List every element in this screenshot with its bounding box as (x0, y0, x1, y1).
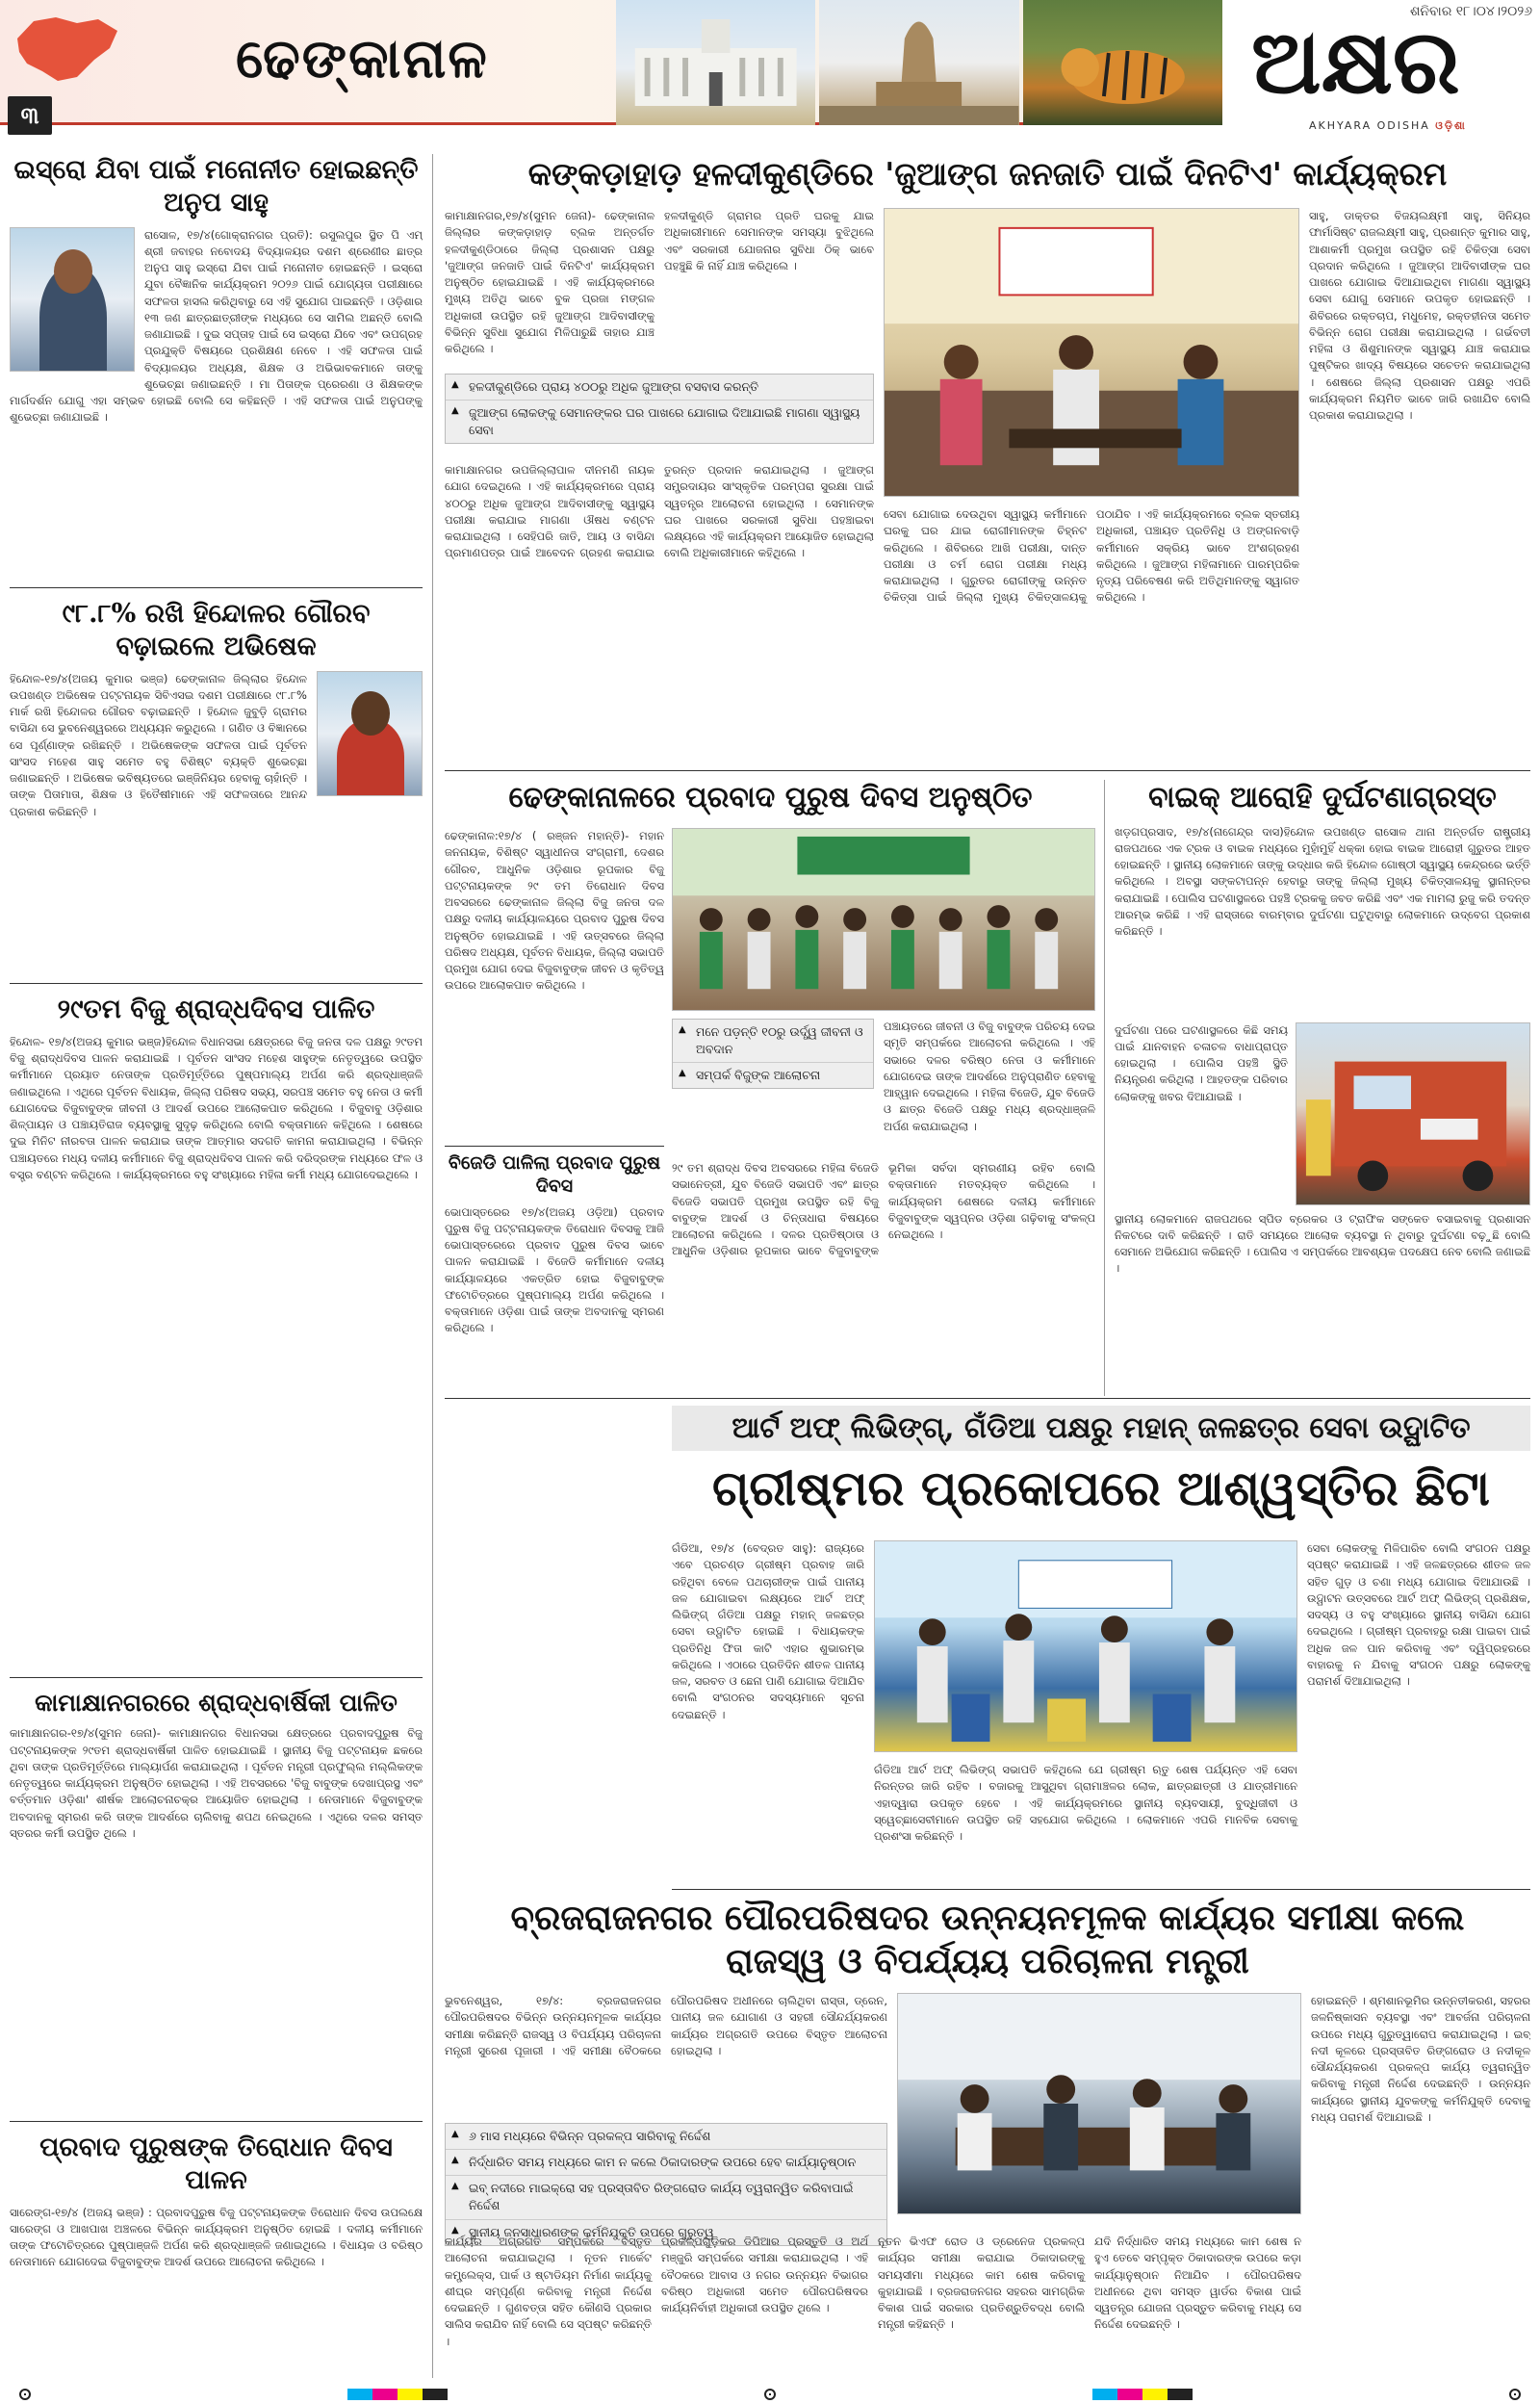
braj-body-e: ନୂତନ ଭିଏଫ ରୋଡ ଓ ଡ୍ରେନେଜ ପ୍ରକଳ୍ପ କାର୍ଯ୍ୟର ସମୀକ୍ଷା କରାଯାଇ ଠିକାଦାରଙ୍କୁ ସମୟସୀମା ମଧ୍ୟରେ କାମ ଶେଷ କରିବାକୁ କୁହାଯାଇଛି । ବ୍ରଜରାଜନଗର ସହରର ସାମଗ୍ରିକ ବିକାଶ ପାଇଁ ସରକାର ପ୍ରତିଶ୍ରୁତିବଦ୍ଧ ବୋଲି ମନ୍ତ୍ରୀ କହିଛନ୍ତି । (878, 2235, 1085, 2332)
braj-body-b: କାର୍ଯ୍ୟର ଅଗ୍ରଗତି ସମ୍ପର୍କରେ ବିସ୍ତୃତ ଆଲୋଚନା କରାଯାଇଥିଲା । ନୂତନ ମାର୍କେଟ କମ୍ପ୍ଲେକ୍ସ, ପାର୍କ ଓ ଷ୍ଟାଡିୟମ ନିର୍ମାଣ କାର୍ଯ୍ୟକୁ ଶୀଘ୍ର ସମ୍ପୂର୍ଣ୍ଣ କରିବାକୁ ମନ୍ତ୍ରୀ ନିର୍ଦ୍ଦେଶ ଦେଇଛନ୍ତି । ଗୁଣବତ୍ତା ସହିତ କୌଣସି ପ୍ରକାର ସାଲିସ କରାଯିବ ନାହିଁ ବୋଲି ସେ ସ୍ପଷ୍ଟ କରିଛନ୍ତି । (445, 2235, 652, 2348)
logo-sub-or: ଓଡ଼ିଶା (1435, 119, 1467, 132)
braj-bullet-3: ▲ ଇବ୍ ନଦୀରେ ମାଇକ୍ରୋ ସହ ପ୍ରସ୍ତାବିତ ରିଙ୍ଗରୋଡ କାର୍ଯ୍ୟ ତ୍ୱରାନ୍ୱିତ କରିବାପାଇଁ ନିର୍ଦ୍ଦେଶ (446, 2176, 886, 2219)
tirodhana-body: ସାରେଙ୍ଗ-୧୭/୪ (ଅଜୟ ଭଞ୍ଜ) : ପ୍ରବାଦପୁରୁଷ ବିଜୁ ପଟ୍ଟନାୟକଙ୍କ ତିରୋଧାନ ଦିବସ ଉପଲକ୍ଷେ ସାରେଙ୍ଗ ଓ ଆଖପାଖ ଅଞ୍ଚଳରେ ବିଭିନ୍ନ କାର୍ଯ୍ୟକ୍ରମ ଅନୁଷ୍ଠିତ ହୋଇଛି । ଦଳୀୟ କର୍ମୀମାନେ ତାଙ୍କ ଫଟୋଚିତ୍ରରେ ପୁଷ୍ପାଞ୍ଜଳି ଅର୍ପଣ କରି ଶ୍ରଦ୍ଧାଞ୍ଜଳି ଜଣାଇଥିଲେ । ବିଧାୟକ ଓ ବରିଷ୍ଠ ନେତାମାନେ ଯୋଗଦେଇ ବିଜୁବାବୁଙ୍କ ଆଦର୍ଶ ଉପରେ ଆଲୋଚନା କରିଥିଲେ । (10, 2205, 423, 2269)
water-body-a: ଗଁଡିଆ, ୧୭/୪ (ବେଦ୍ରତ ସାହୁ): ରାଜ୍ୟରେ ଏବେ ପ୍ରଚଣ୍ଡ ଗ୍ରୀଷ୍ମ ପ୍ରବାହ ଜାରି ରହିଥିବା ବେଳେ ପଥଚାରୀଙ୍କ ପାଇଁ ପାନୀୟ ଜଳ ଯୋଗାଇବା ଲକ୍ଷ୍ୟରେ ଆର୍ଟ ଅଫ୍ ଲିଭିଙ୍ଗ୍ ଗଁଡିଆ ପକ୍ଷରୁ ମହାନ୍ ଜଳଛତ୍ର ସେବା ଉଦ୍ଘାଟିତ ହୋଇଛି । ବିଧାୟକଙ୍କ ପ୍ରତିନିଧି ଫିତା କାଟି ଏହାର ଶୁଭାରମ୍ଭ କରିଥିଲେ । ଏଠାରେ ପ୍ରତିଦିନ ଶୀତଳ ପାନୀୟ ଜଳ, ସରବତ ଓ ଛେନା ପାଣି ଯୋଗାଇ ଦିଆଯିବ ବୋଲି ସଂଗଠନର ସଦସ୍ୟମାନେ ସୂଚନା ଦେଇଛନ୍ତି । (672, 1541, 864, 1721)
headline-pravad-purusha: ଢେଙ୍କାନାଳରେ ପ୍ରବାଦ ପୁରୁଷ ଦିବସ ଅନୁଷ୍ଠିତ (508, 781, 1033, 814)
divider (672, 1889, 1530, 1890)
color-swatches (347, 2389, 448, 2400)
headline-brajarajnagar: ବ୍ରଜରାଜନଗର ପୌରପରିଷଦର ଉନ୍ନୟନମୂଳକ କାର୍ଯ୍ୟର ସମୀକ୍ଷା କଲେ ରାଜସ୍ୱ ଓ ବିପର୍ଯ୍ୟୟ ପରିଚାଳନା ମନ୍ତ୍ରୀ (510, 1898, 1465, 1981)
assembly-building-photo (616, 0, 815, 125)
anup-sahu-photo (10, 227, 135, 372)
pravad-purusha-event-photo (672, 828, 1095, 1011)
braj-body-a: ଭୁବନେଶ୍ୱର, ୧୭/୪: ବ୍ରଜରାଜନଗର ପୌରପରିଷଦର ବିଭିନ୍ନ ଉନ୍ନୟନମୂଳକ କାର୍ଯ୍ୟର ସମୀକ୍ଷା କରିଛନ୍ତି ରାଜସ୍ୱ ଓ ବିପର୍ଯ୍ୟୟ ପରିଚାଳନା ମନ୍ତ୍ରୀ ସୁରେଶ ପୂଜାରୀ । ଏହି ସମୀକ୍ଷା ବୈଠକରେ ପୌରପରିଷଦ ଅଧୀନରେ ଚାଲିଥିବା ରାସ୍ତା, ଡ୍ରେନ, ପାନୀୟ ଜଳ ଯୋଗାଣ ଓ ସହରୀ ସୌନ୍ଦର୍ଯ୍ୟକରଣ କାର୍ଯ୍ୟର ଅଗ୍ରଗତି ଉପରେ ବିସ୍ତୃତ ଆଲୋଚନା ହୋଇଥିଲା । (445, 1994, 887, 2057)
water-body-b: ଗଁଡିଆ ଆର୍ଟ ଅଫ୍ ଲିଭିଙ୍ଗ୍ ସଭାପତି କହିଥିଲେ ଯେ ଗ୍ରୀଷ୍ମ ଋତୁ ଶେଷ ପର୍ଯ୍ୟନ୍ତ ଏହି ସେବା ନିରନ୍ତର ଜାରି ରହିବ । ବଜାରକୁ ଆସୁଥିବା ଗ୍ରାମାଞ୍ଚଳର ଲୋକ, ଛାତ୍ରଛାତ୍ରୀ ଓ ଯାତ୍ରୀମାନେ ଏହାଦ୍ୱାରା ଉପକୃତ ହେବେ । ଏହି କାର୍ଯ୍ୟକ୍ରମରେ ସ୍ଥାନୀୟ ବ୍ୟବସାୟୀ, ବୁଦ୍ଧିଜୀବୀ ଓ ସ୍ୱେଚ୍ଛାସେବୀମାନେ ଉପସ୍ଥିତ ରହି ସହଯୋଗ କରିଥିଲେ । ଲୋକମାନେ ଏପରି ମାନବିକ ସେବାକୁ ପ୍ରଶଂସା କରିଛନ୍ତି । (874, 1763, 1297, 1843)
headline-abhishek: ୯୮.୮% ରଖି ହିନ୍ଦୋଳର ଗୌରବ ବଢ଼ାଇଲେ ଅଭିଷେକ (62, 599, 371, 661)
accident-body-a: ଖଡ଼ଗପ୍ରସାଦ, ୧୭/୪(ନାଗେନ୍ଦ୍ର ଦାସ)ହିନ୍ଦୋଳ ଉପଖଣ୍ଡ ରାସୋଳ ଥାନା ଅନ୍ତର୍ଗତ ରାଷ୍ଟ୍ରୀୟ ରାଜପଥରେ ଏକ ଟ୍ରକ ଓ ବାଇକ ମଧ୍ୟରେ ମୁହାଁମୁହିଁ ଧକ୍କା ହୋଇ ବାଇକ ଆରୋହୀ ଗୁରୁତର ଆହତ ହୋଇଛନ୍ତି । ସ୍ଥାନୀୟ ଲୋକମାନେ ତାଙ୍କୁ ଉଦ୍ଧାର କରି ହିନ୍ଦୋଳ ଗୋଷ୍ଠୀ ସ୍ୱାସ୍ଥ୍ୟ କେନ୍ଦ୍ରରେ ଭର୍ତ୍ତି କରିଥିଲେ । ଅବସ୍ଥା ସଙ୍କଟାପନ୍ନ ହେବାରୁ ତାଙ୍କୁ ଜିଲ୍ଲା ମୁଖ୍ୟ ଚିକିତ୍ସାଳୟକୁ ସ୍ଥାନାନ୍ତର କରାଯାଇଛି । ପୋଲିସ ଘଟଣାସ୍ଥଳରେ ପହଞ୍ଚି ଟ୍ରକକୁ ଜବତ କରିଛି ଏବଂ ଏକ ମାମଲା ରୁଜୁ କରି ତଦନ୍ତ ଆରମ୍ଭ କରିଛି । ଏହି ରାସ୍ତାରେ ବାରମ୍ବାର ଦୁର୍ଘଟଣା ଘଟୁଥିବାରୁ ଲୋକମାନେ ଉଦ୍‌ବେଗ ପ୍ରକାଶ କରିଛନ୍ତି । (1115, 824, 1530, 938)
accident-body-b: ଦୁର୍ଘଟଣା ପରେ ଘଟଣାସ୍ଥଳରେ କିଛି ସମୟ ପାଇଁ ଯାନବାହନ ଚଳାଚଳ ବାଧାପ୍ରାପ୍ତ ହୋଇଥିଲା । ପୋଲିସ ପହଞ୍ଚି ସ୍ଥିତି ନିୟନ୍ତ୍ରଣ କରିଥିଲା । ଆହତଙ୍କ ପରିବାର ଲୋକଙ୍କୁ ଖବର ଦିଆଯାଇଛି । (1115, 1022, 1288, 1103)
story-bike-accident (1115, 780, 1530, 1396)
registration-mark-icon (19, 2389, 31, 2400)
story-biju-shraddha (10, 994, 423, 1667)
divider (445, 770, 1530, 771)
divider (10, 983, 423, 984)
page-number: ୩ (8, 96, 52, 135)
temple-photo (819, 0, 1018, 125)
logo-text: ଅକ୍ଷର (1251, 10, 1460, 114)
left-column (10, 154, 433, 2378)
district-title: ଢେଙ୍କାନାଳ (236, 27, 489, 90)
braj-bullet-4: ▲ ସ୍ଥାନୀୟ ଜନସାଧାରଣଙ୍କ କର୍ମନିଯୁକ୍ତି ଉପରେ ଗୁରୁତ୍ୱ (446, 2220, 886, 2245)
masthead-banner (0, 0, 1222, 125)
story-brajarajnagar (445, 1897, 1530, 2378)
minister-review-meeting-photo (897, 1993, 1301, 2214)
headline-kamakhyanagar: କାମାକ୍ଷାନଗରରେ ଶ୍ରାଦ୍ଧବାର୍ଷିକୀ ପାଳିତ (35, 1689, 398, 1717)
story-kamakhyanagar (10, 1688, 423, 2111)
pravad-body-a: ଢେଙ୍କାନାଳ:୧୭/୪ ( ରଞ୍ଜନ ମହାନ୍ତି)- ମହାନ ଜନନାୟକ, ବିଶିଷ୍ଟ ସ୍ୱାଧୀନତା ସଂଗ୍ରାମୀ, ଦେଶର ଗୌରବ, ଆଧୁନିକ ଓଡ଼ିଶାର ରୂପକାର ବିଜୁ ପଟ୍ଟନାୟକଙ୍କ ୨୯ ତମ ତିରୋଧାନ ଦିବସ ଅବସରରେ ଢେଙ୍କାନାଳ ଜିଲ୍ଲା ବିଜୁ ଜନତା ଦଳ ପକ୍ଷରୁ ଦଳୀୟ କାର୍ଯ୍ୟାଳୟରେ ପ୍ରବାଦ ପୁରୁଷ ଦିବସ ଅନୁଷ୍ଠିତ ହୋଇଯାଇଛି । ଏହି ଉତ୍ସବରେ ଜିଲ୍ଲା ପରିଷଦ ଅଧ୍ୟକ୍ଷ, ପୂର୍ବତନ ବିଧାୟକ, ଜିଲ୍ଲା ସଭାପତି ପ୍ରମୁଖ ଯୋଗ ଦେଇ ବିଜୁବାବୁଙ୍କ ଜୀବନ ଓ କୃତିତ୍ୱ ଉପରେ ଆଲୋକପାତ କରିଥିଲେ । (445, 829, 664, 993)
newspaper-logo (1232, 0, 1540, 144)
pravad-bullet-1: ▲ ମନେ ପଡ଼ନ୍ତି ୧୦ରୁ ଉର୍ଦ୍ଧ୍ୱ ଜୀବନୀ ଓ ଅବଦାନ (673, 1020, 873, 1063)
pravad-body-c: ୨୯ ତମ ଶ୍ରାଦ୍ଧ ଦିବସ ଅବସରରେ ମହିଳା ବିଜେଡି ସଭାନେତ୍ରୀ, ଯୁବ ବିଜେଡି ସଭାପତି ଏବଂ ଛାତ୍ର ବିଜେଡି ସଭାପତି ପ୍ରମୁଖ ଉପସ୍ଥିତ ରହି ବିଜୁ ବାବୁଙ୍କ ଆଦର୍ଶ ଓ ଚିନ୍ତାଧାରା ବିଷୟରେ ଆଲୋଚନା କରିଥିଲେ । ଦଳର ପ୍ରତିଷ୍ଠାତା ଓ ଆଧୁନିକ ଓଡ଼ିଶାର ରୂପକାର ଭାବେ ବିଜୁବାବୁଙ୍କ ଭୂମିକା ସର୍ବଦା ସ୍ମରଣୀୟ ରହିବ ବୋଲି ବକ୍ତାମାନେ ମତବ୍ୟକ୍ତ କରିଥିଲେ । କାର୍ଯ୍ୟକ୍ରମ ଶେଷରେ ଦଳୀୟ କର୍ମୀମାନେ ବିଜୁବାବୁଙ୍କ ସ୍ୱପ୍ନର ଓଡ଼ିଶା ଗଢ଼ିବାକୁ ସଂକଳ୍ପ ନେଇଥିଲେ । (672, 1161, 1095, 1258)
juang-body-d: ସେବା ଯୋଗାଇ ଦେଉଥିବା ସ୍ୱାସ୍ଥ୍ୟ କର୍ମୀମାନେ ଘରକୁ ଘର ଯାଇ ରୋଗୀମାନଙ୍କ ଚିହ୍ନଟ କରିଥିଲେ । ଶିବିରରେ ଆଖି ପରୀକ୍ଷା, ଦାନ୍ତ ପରୀକ୍ଷା ଓ ଚର୍ମ ରୋଗ ପରୀକ୍ଷା ମଧ୍ୟ କରାଯାଇଥିଲା । ଗୁରୁତର ରୋଗୀଙ୍କୁ ଉନ୍ନତ ଚିକିତ୍ସା ପାଇଁ ଜିଲ୍ଲା ମୁଖ୍ୟ ଚିକିତ୍ସାଳୟକୁ ପଠାଯିବ । ଏହି କାର୍ଯ୍ୟକ୍ରମରେ ବ୍ଲକ ସ୍ତରୀୟ ଅଧିକାରୀ, ପଞ୍ଚାୟତ ପ୍ରତିନିଧି ଓ ଅଙ୍ଗନବାଡ଼ି କର୍ମୀମାନେ ସକ୍ରିୟ ଭାବେ ଅଂଶଗ୍ରହଣ କରିଥିଲେ । ଜୁଆଙ୍ଗ ମହିଳାମାନେ ପାରମ୍ପରିକ ନୃତ୍ୟ ପରିବେଷଣ କରି ଅତିଥିମାନଙ୍କୁ ସ୍ୱାଗତ କରିଥିଲେ । (884, 507, 1299, 605)
water-service-photo (874, 1540, 1297, 1752)
braj-body-f: ଯଦି ନିର୍ଦ୍ଧାରିତ ସମୟ ମଧ୍ୟରେ କାମ ଶେଷ ନ ହୁଏ ତେବେ ସମ୍ପୃକ୍ତ ଠିକାଦାରଙ୍କ ଉପରେ କଡ଼ା କାର୍ଯ୍ୟାନୁଷ୍ଠାନ ନିଆଯିବ । ପୌରପରିଷଦ ଅଧୀନରେ ଥିବା ସମସ୍ତ ୱାର୍ଡର ବିକାଶ ପାଇଁ ସ୍ୱତନ୍ତ୍ର ଯୋଜନା ପ୍ରସ୍ତୁତ କରିବାକୁ ମଧ୍ୟ ସେ ନିର୍ଦ୍ଦେଶ ଦେଇଛନ୍ତି । (1094, 2235, 1301, 2332)
story-tirodhana (10, 2132, 423, 2391)
story-juang (445, 154, 1530, 770)
isro-body: ରାସୋଳ, ୧୭/୪(ଗୋକ୍ରାନଗର ପ୍ରତି): ରସୁଲପୁର ସ୍ଥିତ ପି ଏମ୍ ଶ୍ରୀ ଜବାହର ନବୋଦୟ ବିଦ୍ୟାଳୟର ଦଶମ ଶ୍ରେଣୀର ଛାତ୍ର ଅନୁପ ସାହୁ ଇସ୍ରୋ ଯିବା ପାଇଁ ମନୋନୀତ ହୋଇଛନ୍ତି । ଇସ୍ରୋ ଯୁବା ବୈଜ୍ଞାନିକ କାର୍ଯ୍ୟକ୍ରମ ୨୦୨୬ ପାଇଁ ଯୋଗ୍ୟତା ପରୀକ୍ଷାରେ ସଫଳତା ହାସଲ କରିଥିବାରୁ ସେ ଏହି ସୁଯୋଗ ପାଇଛନ୍ତି । ଓଡ଼ିଶାର ୧୩ ଜଣ ଛାତ୍ରଛାତ୍ରୀଙ୍କ ମଧ୍ୟରେ ସେ ସାମିଲ ଅଛନ୍ତି ବୋଲି ଜଣାଯାଇଛି । ଦୁଇ ସପ୍ତାହ ପାଇଁ ସେ ଇସ୍ରୋ ଯିବେ ଏବଂ ଉପଗ୍ରହ ପ୍ରଯୁକ୍ତି ବିଷୟରେ ପ୍ରଶିକ୍ଷଣ ନେବେ । ଏହି ସଫଳତା ପାଇଁ ବିଦ୍ୟାଳୟର ଅଧ୍ୟକ୍ଷ, ଶିକ୍ଷକ ଓ ଅଭିଭାବକମାନେ ତାଙ୍କୁ ଶୁଭେଚ୍ଛା ଜଣାଇଛନ୍ତି । ମା ପିତାଙ୍କ ପ୍ରେରଣା ଓ ଶିକ୍ଷକଙ୍କ ମାର୍ଗଦର୍ଶନ ଯୋଗୁ ଏହା ସମ୍ଭବ ହୋଇଛି ବୋଲି ସେ କହିଛନ୍ତି । ଏହି ସଫଳତା ପାଇଁ ଅନୁପଙ୍କୁ ଶୁଭେଚ୍ଛା ଜଣାଯାଇଛି । (10, 227, 423, 425)
logo-subtitle (1309, 119, 1467, 133)
headline-bike-accident: ବାଇକ୍ ଆରୋହି ଦୁର୍ଘଟଣାଗ୍ରସ୍ତ (1148, 781, 1497, 814)
main-area (445, 154, 1530, 2378)
accident-body-c: ସ୍ଥାନୀୟ ଲୋକମାନେ ରାଜପଥରେ ସ୍ପିଡ ବ୍ରେକର ଓ ଟ୍ରାଫିକ ସଙ୍କେତ ବସାଇବାକୁ ପ୍ରଶାସନ ନିକଟରେ ଦାବି କରିଛନ୍ତି । ରାତି ସମୟରେ ଆଲୋକ ବ୍ୟବସ୍ଥା ନ ଥିବାରୁ ଦୁର୍ଘଟଣା ବଢ଼ୁଛି ବୋଲି ସେମାନେ ଅଭିଯୋଗ କରିଛନ୍ତି । ପୋଲିସ ଏ ସମ୍ପର୍କରେ ଆବଶ୍ୟକ ପଦକ୍ଷେପ ନେବ ବୋଲି ଜଣାଇଛି । (1115, 1211, 1530, 1276)
headline-biju-shraddha: ୨୯ତମ ବିଜୁ ଶ୍ରାଦ୍ଧଦିବସ ପାଳିତ (57, 995, 375, 1024)
juang-body-a: କାମାକ୍ଷାନଗର,୧୭/୪(ସୁମନ ଜେନା)- ଢେଙ୍କାନାଳ ଜିଲ୍ଲାର କଙ୍କଡ଼ାହାଡ଼ ବ୍ଲକ ଅନ୍ତର୍ଗତ ହଳଦୀକୁଣ୍ଡିଠାରେ ଜିଲ୍ଲା ପ୍ରଶାସନ ପକ୍ଷରୁ 'ଜୁଆଙ୍ଗ ଜନଜାତି ପାଇଁ ଦିନଟିଏ' କାର୍ଯ୍ୟକ୍ରମ ଅନୁଷ୍ଠିତ ହୋଇଯାଇଛି । ଏହି କାର୍ଯ୍ୟକ୍ରମରେ ମୁଖ୍ୟ ଅତିଥି ଭାବେ ବୁକ ପ୍ରଜା ମଙ୍ଗଳ ଅଧିକାରୀ ଉପସ୍ଥିତ ରହି ଜୁଆଙ୍ଗ ଆଦିବାସୀଙ୍କୁ ବିଭିନ୍ନ ସୁବିଧା ସୁଯୋଗ ମିଳିପାରୁଛି ତାହାର ଯାଞ୍ଚ କରିଥିଲେ । (445, 209, 654, 355)
headline-water: ଗ୍ରୀଷ୍ମର ପ୍ରକୋପରେ ଆଶ୍ୱସ୍ତିର ଛିଟା (712, 1460, 1490, 1516)
story-pravad-purusha (445, 780, 1105, 1396)
bjd-pravad-body: ଭୋପାସ୍ତରେର ୧୭/୪(ଅଜୟ ଓଡ଼ିଆ) ପ୍ରବାଦ ପୁରୁଷ ବିଜୁ ପଟ୍ଟନାୟକଙ୍କ ତିରୋଧାନ ଦିବସକୁ ଆଜି ଭୋପାସ୍ତରେରେ ପ୍ରବାଦ ପୁରୁଷ ଦିବସ ଭାବେ ପାଳନ କରାଯାଇଛି । ବିଜେଡି କର୍ମୀମାନେ ଦଳୀୟ କାର୍ଯ୍ୟାଳୟରେ ଏକତ୍ରିତ ହୋଇ ବିଜୁବାବୁଙ୍କ ଫଟୋଚିତ୍ରରେ ପୁଷ୍ପମାଲ୍ୟ ଅର୍ପଣ କରିଥିଲେ । ବକ୍ତାମାନେ ଓଡ଼ିଶା ପାଇଁ ତାଙ୍କ ଅବଦାନକୁ ସ୍ମରଣ କରିଥିଲେ । (445, 1204, 664, 1335)
pravad-bullets (672, 1019, 874, 1089)
accident-truck-photo (1296, 1022, 1530, 1205)
water-kicker: ଆର୍ଟ ଅଫ୍ ଲିଭିଙ୍ଗ୍, ଗଁଡିଆ ପକ୍ଷରୁ ମହାନ୍ ଜଳଛତ୍ର ସେବା ଉଦ୍ଘାଟିତ (672, 1406, 1530, 1451)
juang-body-b: କାମାକ୍ଷାନଗର ଉପଜିଲ୍ଲାପାଳ ଦୀନମଣି ନାୟକ ଯୋଗ ଦେଇଥିଲେ । ଏହି କାର୍ଯ୍ୟକ୍ରମରେ ପ୍ରାୟ ୪୦୦ରୁ ଅଧିକ ଜୁଆଙ୍ଗ ଆଦିବାସୀଙ୍କୁ ସ୍ୱାସ୍ଥ୍ୟ ପରୀକ୍ଷା କରାଯାଇ ମାଗଣା ଔଷଧ ବଣ୍ଟନ କରାଯାଇଥିଲା । ସେହିପରି ଜାତି, ଆୟ ଓ ବାସିନ୍ଦା ପ୍ରମାଣପତ୍ର ପାଇଁ ଆବେଦନ ଗ୍ରହଣ କରାଯାଇ ତୁରନ୍ତ ପ୍ରଦାନ କରାଯାଇଥିଲା । ଜୁଆଙ୍ଗ ସମ୍ପ୍ରଦାୟର ସାଂସ୍କୃତିକ ପରମ୍ପରା ସୁରକ୍ଷା ପାଇଁ ସ୍ୱତନ୍ତ୍ର ଆଲୋଚନା ହୋଇଥିଲା । ସେମାନଙ୍କ ଘର ପାଖରେ ସରକାରୀ ସୁବିଧା ପହଞ୍ଚାଇବା ଲକ୍ଷ୍ୟରେ ଏହି କାର୍ଯ୍ୟକ୍ରମ ଆୟୋଜିତ ହୋଇଥିଲା ବୋଲି ଅଧିକାରୀମାନେ କହିଥିଲେ । (445, 463, 874, 560)
juang-body-c: ସାହୁ, ଡାକ୍ତର ବିଜୟଲକ୍ଷ୍ମୀ ସାହୁ, ସିନିୟର ଫାର୍ମାସିଷ୍ଟ ରାଜଲକ୍ଷ୍ମୀ ସାହୁ, ପ୍ରଶାନ୍ତ କୁମାର ସାହୁ, ଆଶାକର୍ମୀ ପ୍ରମୁଖ ଉପସ୍ଥିତ ରହି ଚିକିତ୍ସା ସେବା ପ୍ରଦାନ କରିଥିଲେ । ଜୁଆଙ୍ଗ ଆଦିବାସୀଙ୍କ ଘର ପାଖରେ ଯୋଗାଇ ଦିଆଯାଇଥିବା ମାଗଣା ସ୍ୱାସ୍ଥ୍ୟ ସେବା ଯୋଗୁ ସେମାନେ ଉପକୃତ ହୋଇଛନ୍ତି । ଶିବିରରେ ରକ୍ତଚାପ, ମଧୁମେହ, ରକ୍ତହୀନତା ସମେତ ବିଭିନ୍ନ ରୋଗ ପରୀକ୍ଷା କରାଯାଇଥିଲା । ଗର୍ଭବତୀ ମହିଳା ଓ ଶିଶୁମାନଙ୍କ ସ୍ୱାସ୍ଥ୍ୟ ଯାଞ୍ଚ କରାଯାଇ ପୁଷ୍ଟିକର ଖାଦ୍ୟ ବିଷୟରେ ସଚେତନ କରାଯାଇଥିଲା । ଶେଷରେ ଜିଲ୍ଲା ପ୍ରଶାସନ ପକ୍ଷରୁ ଏପରି କାର୍ଯ୍ୟକ୍ରମ ନିୟମିତ ଭାବେ ଜାରି ରଖାଯିବ ବୋଲି ପ୍ରକାଶ କରାଯାଇଥିଲା । (1309, 209, 1530, 422)
juang-bullets (445, 374, 874, 444)
kamakhyanagar-body: କାମାକ୍ଷାନଗର-୧୭/୪(ସୁମନ ଜେନା)- କାମାକ୍ଷାନଗର ବିଧାନସଭା କ୍ଷେତ୍ରରେ ପ୍ରବାଦପୁରୁଷ ବିଜୁ ପଟ୍ଟନାୟକଙ୍କ ୨୯ତମ ଶ୍ରାଦ୍ଧବାର୍ଷିକୀ ପାଳିତ ହୋଇଯାଇଛି । ସ୍ଥାନୀୟ ବିଜୁ ପଟ୍ଟନାୟକ ଛକରେ ଥିବା ତାଙ୍କ ପ୍ରତିମୂର୍ତ୍ତିରେ ମାଲ୍ୟାର୍ପଣ କରାଯାଇଥିଲା । ପୂର୍ବତନ ମନ୍ତ୍ରୀ ପ୍ରଫୁଲ୍ଲ ମଲ୍ଲିକଙ୍କ ନେତୃତ୍ୱରେ କାର୍ଯ୍ୟକ୍ରମ ଅନୁଷ୍ଠିତ ହୋଇଥିଲା । ଏହି ଅବସରରେ 'ବିଜୁ ବାବୁଙ୍କ ଦେଖାପ୍ରସ୍ଥ ଏବଂ ବର୍ତ୍ତମାନ ଓଡ଼ିଶା' ଶୀର୍ଷକ ଆଲୋଚନାଚକ୍ର ଆୟୋଜିତ ହୋଇଥିଲା । ନେତାମାନେ ବିଜୁବାବୁଙ୍କ ଅବଦାନକୁ ସ୍ମରଣ କରି ତାଙ୍କ ଆଦର୍ଶରେ ଚାଲିବାକୁ ଶପଥ ନେଇଥିଲେ । ଏଥିରେ ଦଳର ସମସ୍ତ ସ୍ତରର କର୍ମୀ ଉପସ୍ଥିତ ଥିଲେ । (10, 1726, 423, 1840)
headline-isro: ଇସ୍ରୋ ଯିବା ପାଇଁ ମନୋନୀତ ହୋଇଛନ୍ତି ଅନୁପ ସାହୁ (13, 155, 419, 218)
braj-bullet-1: ▲ ୬ ମାସ ମଧ୍ୟରେ ବିଭିନ୍ନ ପ୍ରକଳ୍ପ ସାରିବାକୁ ନିର୍ଦ୍ଦେଶ (446, 2124, 886, 2150)
tiger-photo (1023, 0, 1222, 125)
juang-bullet-2: ▲ ଜୁଆଙ୍ଗ ଲୋକଙ୍କୁ ସେମାନଙ୍କର ଘର ପାଖରେ ଯୋଗାଇ ଦିଆଯାଇଛି ମାଗଣା ସ୍ୱାସ୍ଥ୍ୟ ସେବା (446, 401, 873, 443)
braj-body-c: ପ୍ରକଳ୍ପଗୁଡ଼ିକର ଡିପିଆର ପ୍ରସ୍ତୁତି ଓ ଅର୍ଥ ମଞ୍ଜୁରି ସମ୍ପର୍କରେ ସମୀକ୍ଷା କରାଯାଇଥିଲା । ଏହି ବୈଠକରେ ଆବାସ ଓ ନଗର ଉନ୍ନୟନ ବିଭାଗର ବରିଷ୍ଠ ଅଧିକାରୀ ସମେତ ପୌରପରିଷଦର କାର୍ଯ୍ୟନିର୍ବାହୀ ଅଧିକାରୀ ଉପସ୍ଥିତ ଥିଲେ । (661, 2235, 868, 2314)
abhishek-body: ହିନ୍ଦୋଳ-୧୭/୪(ଅଜୟ କୁମାର ଭଞ୍ଜ) ଢେଙ୍କାନାଳ ଜିଲ୍ଲାର ହିନ୍ଦୋଳ ଉପଖଣ୍ଡ ଅଭିଷେକ ପଟ୍ଟନାୟକ ସିବିଏସଇ ଦଶମ ପରୀକ୍ଷାରେ ୯୮.୮% ମାର୍କ ରଖି ହିନ୍ଦୋଳର ଗୌରବ ବଢ଼ାଇଛନ୍ତି । ହିନ୍ଦୋଳ ଜୁବୁଡ଼ି ଗ୍ରାମର ବାସିନ୍ଦା ସେ ଭୁବନେଶ୍ୱରରେ ଅଧ୍ୟୟନ କରୁଥିଲେ । ଗଣିତ ଓ ବିଜ୍ଞାନରେ ସେ ପୂର୍ଣ୍ଣାଙ୍କ ରଖିଛନ୍ତି । ଅଭିଷେକଙ୍କ ସଫଳତା ପାଇଁ ପୂର୍ବତନ ସାଂସଦ ମହେଶ ସାହୁ ସମେତ ବହୁ ବିଶିଷ୍ଟ ବ୍ୟକ୍ତି ଶୁଭେଚ୍ଛା ଜଣାଇଛନ୍ତି । ଅଭିଷେକ ଭବିଷ୍ୟତରେ ଇଞ୍ଜିନିୟର ହେବାକୁ ଚାହାଁନ୍ତି । ତାଙ୍କ ପିତାମାତା, ଶିକ୍ଷକ ଓ ହିତୈଷୀମାନେ ଏହି ସଫଳତାରେ ଆନନ୍ଦ ପ୍ରକାଶ କରିଛନ୍ତି । (10, 671, 307, 818)
headline-juang: କଙ୍କଡ଼ାହାଡ଼ ହଳଦୀକୁଣ୍ଡିରେ 'ଜୁଆଙ୍ଗ ଜନଜାତି ପାଇଁ ଦିନଟିଏ' କାର୍ଯ୍ୟକ୍ରମ (527, 155, 1448, 193)
registration-mark-icon (764, 2389, 776, 2400)
braj-body-d: ହୋଇଛନ୍ତି । ଶ୍ମଶାନଭୂମିର ଉନ୍ନତୀକରଣ, ସହରର ଜଳନିଷ୍କାସନ ବ୍ୟବସ୍ଥା ଏବଂ ଆବର୍ଜନା ପରିଚାଳନା ଉପରେ ମଧ୍ୟ ଗୁରୁତ୍ୱାରୋପ କରାଯାଇଥିଲା । ଇବ୍ ନଦୀ କୂଳରେ ପ୍ରସ୍ତାବିତ ରିଙ୍ଗରୋଡ ଓ ନଦୀକୂଳ ସୌନ୍ଦର୍ଯ୍ୟକରଣ ପ୍ରକଳ୍ପ କାର୍ଯ୍ୟ ତ୍ୱରାନ୍ୱିତ କରିବାକୁ ମନ୍ତ୍ରୀ ନିର୍ଦ୍ଦେଶ ଦେଇଛନ୍ତି । ଉନ୍ନୟନ କାର୍ଯ୍ୟରେ ସ୍ଥାନୀୟ ଯୁବକଙ୍କୁ କର୍ମନିଯୁକ୍ତି ଦେବାକୁ ମଧ୍ୟ ପରାମର୍ଶ ଦିଆଯାଇଛି । (1311, 1994, 1530, 2124)
registration-strip (0, 2384, 1540, 2404)
biju-shraddha-body: ହିନ୍ଦୋଳ- ୧୭/୪(ଅଜୟ କୁମାର ଭଞ୍ଜ)ହିନ୍ଦୋଳ ବିଧାନସଭା କ୍ଷେତ୍ରରେ ବିଜୁ ଜନତା ଦଳ ପକ୍ଷରୁ ୨୯ତମ ବିଜୁ ଶ୍ରାଦ୍ଧଦିବସ ପାଳନ କରାଯାଇଛି । ପୂର୍ବତନ ସାଂସଦ ମହେଶ ସାହୁଙ୍କ ନେତୃତ୍ୱରେ ଉପସ୍ଥିତ କର୍ମୀମାନେ ପ୍ରୟାତ ନେତାଙ୍କ ପ୍ରତିମୂର୍ତ୍ତିରେ ପୁଷ୍ପମାଲ୍ୟ ଅର୍ପଣ କରି ଶ୍ରଦ୍ଧାଞ୍ଜଳି ଜଣାଇଥିଲେ । ଏଥିରେ ପୂର୍ବତନ ବିଧାୟକ, ଜିଲ୍ଲା ପରିଷଦ ସଭ୍ୟ, ସରପଞ୍ଚ ସମେତ ବହୁ ନେତା ଓ କର୍ମୀ ଯୋଗଦେଇ ବିଜୁବାବୁଙ୍କ ଜୀବନୀ ଓ ଆଦର୍ଶ ଉପରେ ଆଲୋକପାତ କରିଥିଲେ । ବିଜୁବାବୁ ଓଡ଼ିଶାର ଶିଳ୍ପାୟନ ଓ ପଞ୍ଚାୟତିରାଜ ବ୍ୟବସ୍ଥାକୁ ସୁଦୃଢ଼ କରିଥିଲେ ବୋଲି ବକ୍ତାମାନେ କହିଥିଲେ । ଶେଷରେ ଦୁଇ ମିନିଟ ନୀରବତା ପାଳନ କରାଯାଇ ତାଙ୍କ ଆତ୍ମାର ସଦଗତି କାମନା କରାଯାଇଥିଲା । ବିଭିନ୍ନ ପଞ୍ଚାୟତରେ ମଧ୍ୟ ଦଳୀୟ କର୍ମୀମାନେ ବିଜୁ ଶ୍ରାଦ୍ଧଦିବସ ପାଳନ କରି ଦରିଦ୍ରଙ୍କ ମଧ୍ୟରେ ଫଳ ଓ ବସ୍ତ୍ର ବଣ୍ଟନ କରିଥିଲେ । କାର୍ଯ୍ୟକ୍ରମରେ ବହୁ ସଂଖ୍ୟାରେ ମହିଳା କର୍ମୀ ମଧ୍ୟ ଯୋଗଦେଇଥିଲେ । (10, 1034, 423, 1181)
masthead-photo-strip (616, 0, 1222, 125)
registration-mark-icon (1509, 2389, 1521, 2400)
pravad-bullet-2: ▲ ସମ୍ପର୍କ ବିଜୁଙ୍କ ଆଲୋଚନା (673, 1063, 873, 1088)
story-abhishek (10, 598, 423, 973)
water-body-c: ସେବା ଲୋକଙ୍କୁ ମିଳିପାରିବ ବୋଲି ସଂଗଠନ ପକ୍ଷରୁ ସ୍ପଷ୍ଟ କରାଯାଇଛି । ଏହି ଜଳଛତ୍ରରେ ଶୀତଳ ଜଳ ସହିତ ଗୁଡ଼ ଓ ଚଣା ମଧ୍ୟ ଯୋଗାଇ ଦିଆଯାଉଛି । ଉଦ୍ଘାଟନ ଉତ୍ସବରେ ଆର୍ଟ ଅଫ୍ ଲିଭିଙ୍ଗ୍ ପ୍ରଶିକ୍ଷକ, ସଦସ୍ୟ ଓ ବହୁ ସଂଖ୍ୟାରେ ସ୍ଥାନୀୟ ବାସିନ୍ଦା ଯୋଗ ଦେଇଥିଲେ । ଗ୍ରୀଷ୍ମ ପ୍ରବାହରୁ ରକ୍ଷା ପାଇବା ପାଇଁ ଅଧିକ ଜଳ ପାନ କରିବାକୁ ଏବଂ ଦ୍ୱିପ୍ରହରରେ ବାହାରକୁ ନ ଯିବାକୁ ସଂଗଠନ ପକ୍ଷରୁ ଲୋକଙ୍କୁ ପରାମର୍ଶ ଦିଆଯାଇଥିଲା । (1307, 1541, 1530, 1688)
abhishek-photo (317, 671, 423, 796)
issue-date: ଶନିବାର ୧୮।୦୪।୨୦୨୬ (1409, 4, 1532, 19)
headline-bjd-pravad: ବିଜେଡି ପାଳିଲା ପ୍ରବାଦ ପୁରୁଷ ଦିବସ (448, 1152, 661, 1197)
divider (445, 1398, 1530, 1399)
divider (10, 2121, 423, 2122)
juang-body-a2: ହଳଦୀକୁଣ୍ଡି ଗ୍ରାମର ପ୍ରତି ଘରକୁ ଯାଇ ଅଧିକାରୀମାନେ ସେମାନଙ୍କ ସମସ୍ୟା ବୁଝିଥିଲେ ଏବଂ ସରକାରୀ ଯୋଜନାର ସୁବିଧା ଠିକ୍ ଭାବେ ପହଞ୍ଚୁଛି କି ନାହିଁ ଯାଞ୍ଚ କରିଥିଲେ । (664, 209, 874, 272)
pravad-body-b: ପଞ୍ଚାୟତରେ ଜୀବନୀ ଓ ବିଜୁ ବାବୁଙ୍କ ପରିଚୟ ଦେଇ ସ୍ମୃତି ସମ୍ପର୍କରେ ଆଲୋଚନା କରିଥିଲେ । ଏହି ସଭାରେ ଦଳର ବରିଷ୍ଠ ନେତା ଓ କର୍ମୀମାନେ ଯୋଗଦେଇ ତାଙ୍କ ଆଦର୍ଶରେ ଅନୁପ୍ରାଣିତ ହେବାକୁ ଆହ୍ୱାନ ଦେଇଥିଲେ । ମହିଳା ବିଜେଡି, ଯୁବ ବିଜେଡି ଓ ଛାତ୍ର ବିଜେଡି ପକ୍ଷରୁ ମଧ୍ୟ ଶ୍ରଦ୍ଧାଞ୍ଜଳି ଅର୍ପଣ କରାଯାଇଥିଲା । (884, 1020, 1095, 1133)
masthead (0, 0, 1540, 144)
story-isro (10, 154, 423, 578)
braj-bullets (445, 2123, 887, 2246)
headline-tirodhana: ପ୍ରବାଦ ପୁରୁଷଙ୍କ ତିରୋଧାନ ଦିବସ ପାଳନ (39, 2133, 393, 2195)
color-swatches (1092, 2389, 1193, 2400)
divider (10, 1677, 423, 1678)
story-water-service (672, 1406, 1530, 1887)
odisha-map-icon (10, 10, 125, 87)
braj-bullet-2: ▲ ନିର୍ଦ୍ଧାରିତ ସମୟ ମଧ୍ୟରେ କାମ ନ କଲେ ଠିକାଦାରଙ୍କ ଉପରେ ହେବ କାର୍ଯ୍ୟାନୁଷ୍ଠାନ (446, 2150, 886, 2176)
juang-bullet-1: ▲ ହଳଦୀକୁଣ୍ଡିରେ ପ୍ରାୟ ୪୦୦ରୁ ଅଧିକ ଜୁଆଙ୍ଗ ବସବାସ କରନ୍ତି (446, 375, 873, 401)
divider (10, 587, 423, 588)
juang-health-camp-photo (884, 208, 1299, 497)
logo-sub-en: AKHYARA ODISHA (1309, 119, 1430, 132)
